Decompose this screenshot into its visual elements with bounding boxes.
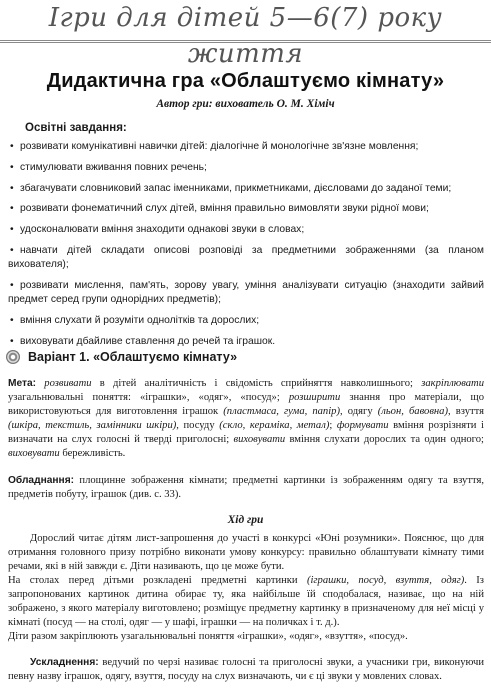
list-item: • стимулювати вживання повних речень; [10, 161, 207, 173]
header-rule [0, 40, 491, 43]
running-head: Ігри для дітей 5—6(7) року життя [48, 3, 443, 69]
edu-tasks-heading: Освітні завдання: [25, 122, 127, 134]
author-line: Автор гри: вихователь О. М. Хіміч [156, 98, 335, 110]
list-item: • виховувати дбайливе ставлення до речей та іграшок. [10, 335, 276, 347]
game-heading: Хід гри [227, 514, 264, 526]
list-item: • вміння слухати й розуміти однолітків та дорослих; [10, 314, 260, 326]
list-item: • розвивати комунікативні навички дітей: діалогічне й монологічне зв'язне мовлення; [10, 141, 419, 152]
list-item: • навчати дітей складати описові розповіді за предметними зображеннями (за планом вихователя); [8, 244, 484, 271]
list-item: • збагачувати словниковий запас іменниками, прикметниками, дієсловами до заданої теми; [10, 182, 452, 194]
game-paragraph-1: Дорослий читає дітям лист-запрошення до участі в конкурсі «Юні розумники». Пояснює, що для отримання головного призу потрібно виконати умову конкурсу: правильно облаштувати кімнату тими речами, які в ній завжди є. Діти називають, що це може бути. [8, 533, 484, 573]
variant-title: Варіант 1. «Облаштуємо кімнату» [28, 350, 238, 364]
game-paragraph-3: Діти разом закріплюють узагальнювальні поняття «іграшки», «одяг», «взуття», «посуд». [8, 631, 408, 642]
goal-paragraph: Мета: розвивати в дітей аналітичність і свідомість сприйняття навколишнього; закріплювати узагальнювальні поняття: «іграшки», «одяг», «посуд»; розширити знання про матеріали, що використовуються для виготовлення іграшок (пластмаса, гума, папір), одягу (льон, бавовна), взуття (шкіра, текстиль, замінники шкіри), посуду (скло, кераміка, метал); формувати вміння розрізняти і визначати на слух голосні й тверді приголосні; виховувати вміння слухати дорослих та один одного; виховувати бережливість. [8, 378, 484, 460]
complication-paragraph: Ускладнення: ведучий по черзі називає голосні та приголосні звуки, а учасники гри, виконуючи певну назву іграшок, одягу, взуття, посуду на слух визначають, чи є ці звуки у мовлених словах. [8, 657, 484, 683]
edu-tasks-list [8, 140, 484, 356]
page-title: Дидактична гра «Облаштуємо кімнату» [46, 70, 445, 92]
list-item: • розвивати мислення, пам'ять, зорову увагу, уміння аналізувати ситуацію (знаходити зайвий предмет серед групи однорідних предметів); [8, 279, 484, 306]
equipment-paragraph: Обладнання: площинне зображення кімнати; предметні картинки із зображенням одягу та взуття, предметів побуту, іграшок (див. с. 33). [8, 475, 484, 501]
list-item: • розвивати фонематичний слух дітей, вміння правильно вимовляти звуки рідної мови; [10, 203, 429, 215]
variant-heading [6, 350, 484, 364]
variant-bullet-icon [6, 350, 20, 364]
game-paragraph-2: На столах перед дітьми розкладені предметні картинки (іграшки, посуд, взуття, одяг). Із запропонованих картинок дитина обирає ту, яка найбільше їй сподобалася, називає, що на ній зображено, з якого матеріалу виготовлено; розміщує предметну картинку в призначеному для неї місці у кімнаті (посуд — на столі, одяг — у шафі, іграшки — на поличках і т. д.). [8, 575, 484, 629]
list-item: • удосконалювати вміння знаходити однакові звуки в словах; [10, 224, 305, 236]
